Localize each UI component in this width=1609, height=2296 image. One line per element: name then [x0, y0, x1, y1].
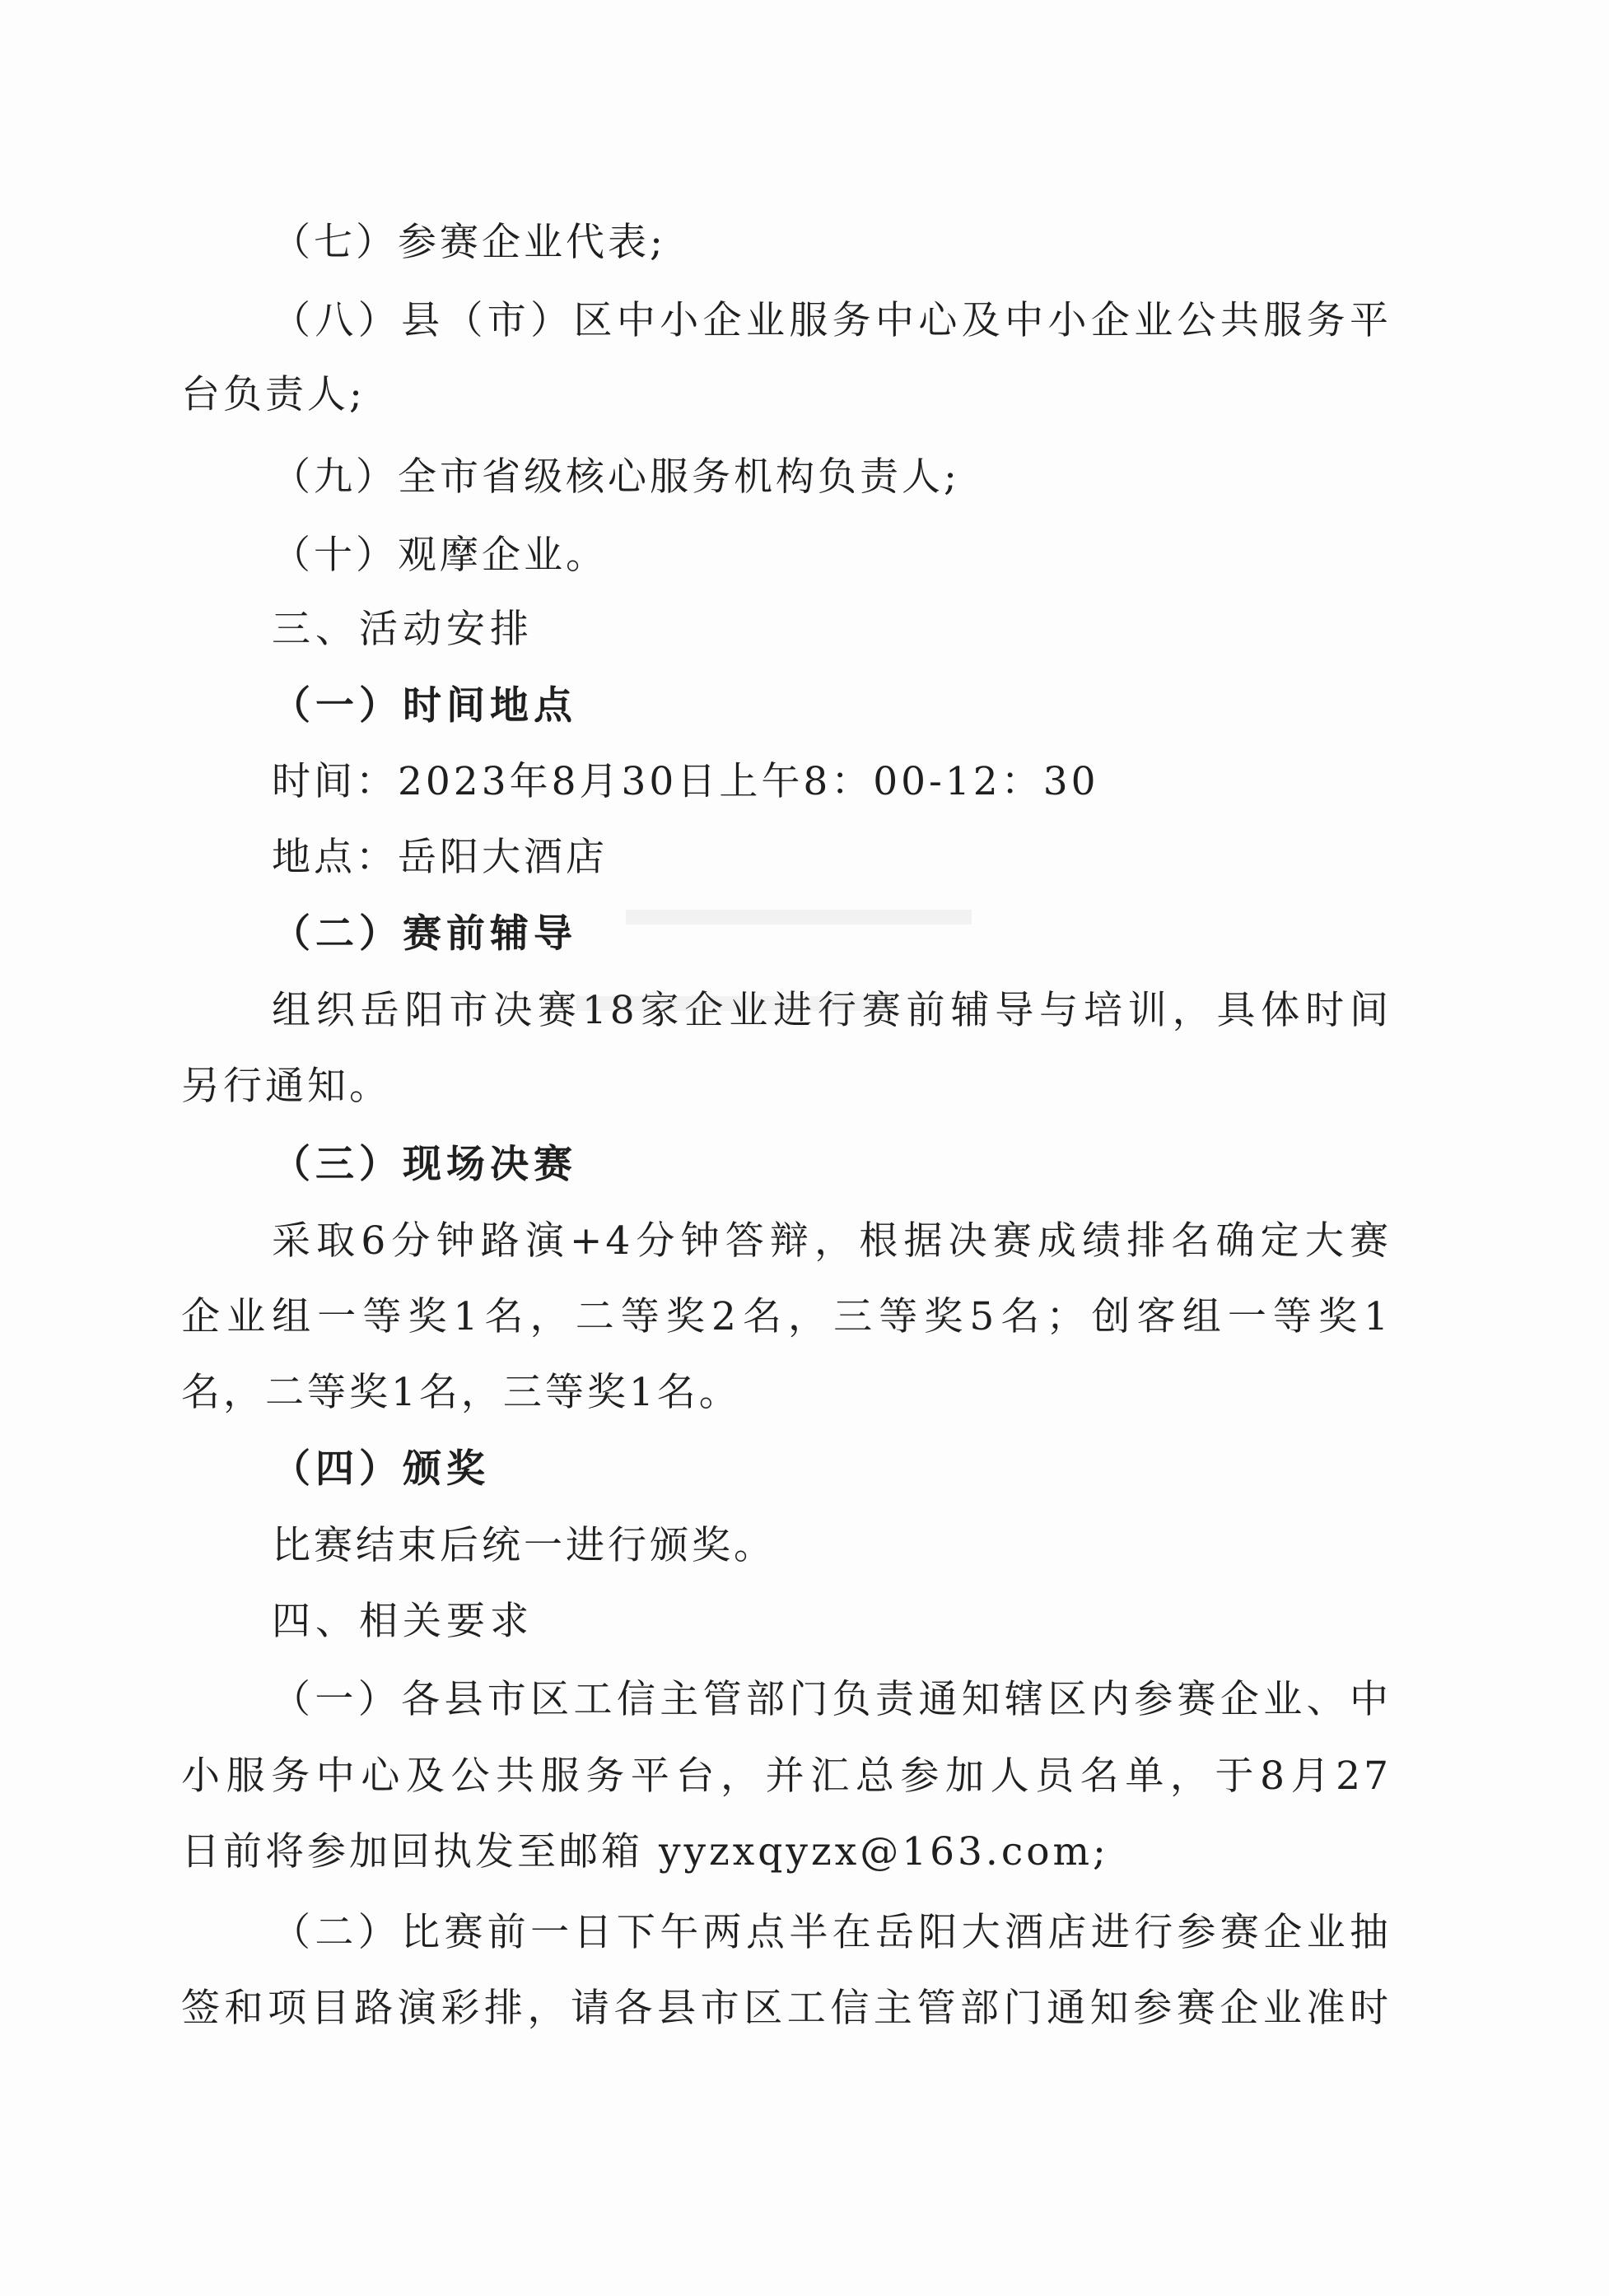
event-place: 地点：岳阳大酒店 [272, 835, 608, 880]
subheading-pre-coaching: （二）赛前辅导 [272, 911, 577, 957]
scan-artifact [626, 910, 972, 924]
requirement-1-line-3: 日前将参加回执发至邮箱 yyzxqyzx@163.com; [181, 1829, 1109, 1875]
scan-artifact [576, 996, 889, 1011]
section-heading-4: 四、相关要求 [272, 1599, 534, 1644]
final-text-1: 采取6分钟路演+4分钟答辩，根据决赛成绩排名确定大赛 [272, 1218, 1392, 1264]
pre-coaching-text-cont: 另行通知。 [181, 1064, 391, 1109]
list-item-8-cont: 台负责人; [181, 372, 366, 417]
subheading-time-place: （一）时间地点 [272, 683, 577, 729]
section-heading-3: 三、活动安排 [272, 607, 534, 652]
subheading-award: （四）颁奖 [272, 1446, 490, 1492]
subheading-final: （三）现场决赛 [272, 1142, 577, 1187]
requirement-2-line-2: 签和项目路演彩排，请各县市区工信主管部门通知参赛企业准时 [181, 1986, 1392, 2031]
award-text: 比赛结束后统一进行颁奖。 [272, 1523, 776, 1568]
event-time: 时间：2023年8月30日上午8：00-12：30 [272, 759, 1099, 804]
list-item-10: （十）观摩企业。 [272, 533, 608, 578]
final-text-3: 名，二等奖1名，三等奖1名。 [181, 1370, 741, 1415]
list-item-9: （九）全市省级核心服务机构负责人; [272, 454, 960, 500]
requirement-1-line-2: 小服务中心及公共服务平台，并汇总参加人员名单，于8月27 [181, 1753, 1392, 1799]
list-item-8: （八）县（市）区中小企业服务中心及中小企业公共服务平 [272, 298, 1392, 343]
pre-coaching-text: 组织岳阳市决赛18家企业进行赛前辅导与培训，具体时间 [272, 988, 1392, 1033]
list-item-7: （七）参赛企业代表; [272, 220, 666, 265]
final-text-2: 企业组一等奖1名，二等奖2名，三等奖5名；创客组一等奖1 [181, 1294, 1392, 1339]
requirement-2-line-1: （二）比赛前一日下午两点半在岳阳大酒店进行参赛企业抽 [272, 1910, 1392, 1955]
requirement-1-line-1: （一）各县市区工信主管部门负责通知辖区内参赛企业、中 [272, 1677, 1392, 1722]
